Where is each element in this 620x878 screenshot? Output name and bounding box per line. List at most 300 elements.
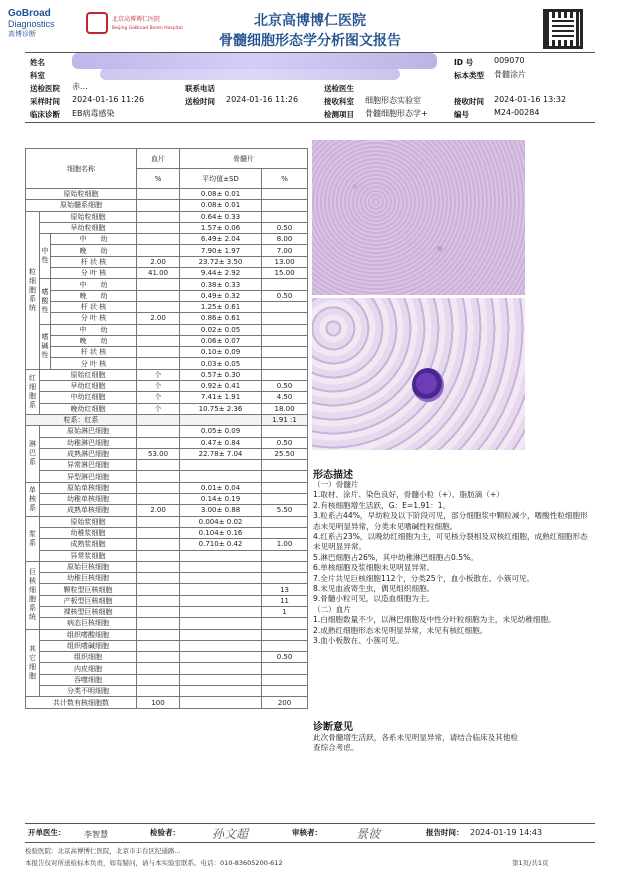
marrow-mean-sd: 0.64± 0.33 — [180, 211, 262, 222]
marrow-mean-sd: 0.01± 0.04 — [180, 482, 262, 493]
blood-pct — [137, 652, 180, 663]
receive-dept-label: 接收科室 — [324, 97, 354, 106]
cell-name: 组织细胞 — [40, 652, 137, 663]
number-value: M24-00284 — [494, 108, 540, 117]
cell-name: 粒系：红系 — [26, 414, 137, 425]
blood-pct — [137, 686, 180, 697]
sender-label: 送检医生 — [324, 84, 354, 93]
footer-top-rule — [25, 823, 595, 824]
name-label: 姓名 — [30, 58, 45, 67]
cell-name: 裸核型巨核细胞 — [40, 606, 137, 617]
morphology-line: 4.红系占23%，以晚幼红细胞为主，可见核分裂相及双核红细胞，成熟红细胞形态未见明显异常。 — [313, 532, 588, 552]
marrow-mean-sd — [180, 584, 262, 595]
cell-name: 晚 幼 — [51, 335, 137, 346]
table-row — [26, 313, 308, 324]
marrow-pct: 11 — [262, 595, 308, 606]
cell-name: 成熟单核细胞 — [40, 505, 137, 516]
morphology-line: 3.血小板散在、小簇可见。 — [313, 636, 404, 646]
marrow-mean-sd: 0.14± 0.19 — [180, 494, 262, 505]
marrow-pct — [262, 460, 308, 471]
marrow-pct — [262, 663, 308, 674]
cell-name: 内皮细胞 — [40, 663, 137, 674]
cell-name: 原始巨核细胞 — [40, 561, 137, 572]
group-label: 其它细胞 — [26, 629, 40, 697]
hospital-address: 检验医院：北京高博博仁医院，北京市丰台区纪通路... — [25, 847, 181, 855]
table-row — [26, 403, 308, 414]
head-pct2: % — [262, 169, 308, 189]
cell-name: 原始粒细胞 — [40, 211, 137, 222]
morphology-line: 2.有核细胞增生活跃，G：E=1.91：1。 — [313, 500, 451, 510]
marrow-mean-sd — [180, 674, 262, 685]
collect-time-label: 采样时间 — [30, 97, 60, 106]
marrow-pct: 8.00 — [262, 234, 308, 245]
blood-pct: 53.00 — [137, 448, 180, 459]
cell-name: 分 叶 核 — [51, 358, 137, 369]
redaction-bar — [72, 53, 437, 69]
doctor-name: 李智慧 — [84, 830, 108, 839]
blood-pct: 个 — [137, 381, 180, 392]
table-row — [26, 200, 308, 211]
marrow-mean-sd: 0.57± 0.30 — [180, 369, 262, 380]
blood-pct — [137, 618, 180, 629]
cell-count-table — [25, 148, 308, 709]
marrow-mean-sd — [180, 595, 262, 606]
cell-name: 病态巨核细胞 — [40, 618, 137, 629]
marrow-pct — [262, 561, 308, 572]
marrow-mean-sd — [180, 618, 262, 629]
marrow-mean-sd: 6.49± 2.04 — [180, 234, 262, 245]
blood-pct — [137, 482, 180, 493]
cell-name: 异型淋巴细胞 — [40, 471, 137, 482]
table-row — [26, 335, 308, 346]
marrow-pct — [262, 640, 308, 651]
marrow-pct — [262, 313, 308, 324]
cell-name: 颗粒型巨核细胞 — [40, 584, 137, 595]
cell-name: 幼稚单核细胞 — [40, 494, 137, 505]
table-row — [26, 222, 308, 233]
marrow-pct — [262, 686, 308, 697]
lymphocyte-cell-image — [412, 368, 444, 402]
logo-line3: 高博诊断 — [8, 30, 36, 38]
head-mean-sd: 平均值±SD — [180, 169, 262, 189]
blood-pct — [137, 437, 180, 448]
doctor-label: 开单医生： — [28, 828, 66, 837]
morphology-line: 9.骨髓小粒可见，以造血细胞为主。 — [313, 594, 435, 604]
receive-time: 2024-01-16 13:32 — [494, 95, 567, 104]
marrow-mean-sd: 0.05± 0.09 — [180, 426, 262, 437]
blood-pct — [137, 324, 180, 335]
marrow-pct: 15.00 — [262, 268, 308, 279]
collect-time: 2024-01-16 11:26 — [72, 95, 145, 104]
marrow-mean-sd: 0.06± 0.07 — [180, 335, 262, 346]
table-row — [26, 234, 308, 245]
cell-name: 分类不明细胞 — [40, 686, 137, 697]
cell-name: 杆 状 核 — [51, 256, 137, 267]
morphology-line: 1.取材、涂片、染色良好，骨髓小粒（+）、脂肪滴（+） — [313, 490, 504, 500]
table-row — [26, 618, 308, 629]
marrow-pct: 4.50 — [262, 392, 308, 403]
cell-name: 异常浆细胞 — [40, 550, 137, 561]
diagnosis-title: 诊断意见 — [313, 722, 353, 733]
table-row — [26, 460, 308, 471]
test-item: 骨髓细胞形态学+ — [365, 109, 428, 118]
blood-pct: 2.00 — [137, 505, 180, 516]
marrow-mean-sd: 22.78± 7.04 — [180, 448, 262, 459]
blood-pct — [137, 189, 180, 200]
cell-name: 杆 状 核 — [51, 301, 137, 312]
cell-name: 中 幼 — [51, 324, 137, 335]
marrow-mean-sd — [180, 686, 262, 697]
total-blood: 100 — [137, 697, 180, 708]
marrow-mean-sd: 3.00± 0.88 — [180, 505, 262, 516]
marrow-mean-sd: 7.41± 1.91 — [180, 392, 262, 403]
blood-pct — [137, 595, 180, 606]
marrow-pct — [262, 426, 308, 437]
dept-label: 科室 — [30, 71, 45, 80]
cell-name: 组织嗜酸细胞 — [40, 629, 137, 640]
cell-name: 吞噬细胞 — [40, 674, 137, 685]
cell-name: 早幼粒细胞 — [40, 222, 137, 233]
table-row — [26, 279, 308, 290]
table-row — [26, 369, 308, 380]
marrow-mean-sd: 0.10± 0.09 — [180, 347, 262, 358]
blood-pct: 41.00 — [137, 268, 180, 279]
blood-pct — [137, 674, 180, 685]
blood-pct — [137, 460, 180, 471]
cell-name: 幼稚浆细胞 — [40, 527, 137, 538]
marrow-mean-sd — [180, 471, 262, 482]
cell-name: 幼稚淋巴细胞 — [40, 437, 137, 448]
head-blood: 血片 — [137, 149, 180, 169]
blood-pct — [137, 290, 180, 301]
disclaimer-note: 本报告仅对所送检标本负责，如有疑问，请与本实验室联系。电话：010-83605200-612 — [25, 859, 283, 867]
table-row — [26, 516, 308, 527]
examiner-label: 检验者： — [150, 828, 180, 837]
footer-mid-rule — [25, 842, 595, 843]
table-row — [26, 358, 308, 369]
blood-pct — [137, 573, 180, 584]
marrow-pct — [262, 674, 308, 685]
diagnosis-label: 临床诊断 — [30, 110, 60, 119]
redaction-bar — [100, 68, 400, 80]
marrow-mean-sd — [180, 550, 262, 561]
table-row — [26, 652, 308, 663]
marrow-pct: 7.00 — [262, 245, 308, 256]
marrow-mean-sd: 0.03± 0.05 — [180, 358, 262, 369]
table-row — [26, 268, 308, 279]
marrow-mean-sd — [180, 606, 262, 617]
table-row — [26, 347, 308, 358]
marrow-pct — [262, 550, 308, 561]
cell-name: 晚幼红细胞 — [40, 403, 137, 414]
subgroup-label: 嗜碱性 — [40, 324, 51, 369]
blood-pct: 个 — [137, 392, 180, 403]
report-time-label: 报告时间： — [426, 828, 464, 837]
total-empty — [180, 697, 262, 708]
morphology-text — [313, 480, 593, 647]
total-marrow: 200 — [262, 697, 308, 708]
send-hospital-label: 送检医院 — [30, 84, 60, 93]
marrow-pct: 13 — [262, 584, 308, 595]
marrow-pct — [262, 211, 308, 222]
qr-code-icon — [543, 9, 583, 49]
marrow-pct — [262, 324, 308, 335]
marrow-pct: 0.50 — [262, 222, 308, 233]
marrow-pct: 1 — [262, 606, 308, 617]
marrow-pct — [262, 369, 308, 380]
morphology-line: 8.未见血液寄生虫，偶见组织细胞。 — [313, 584, 435, 594]
id-value: 009070 — [494, 56, 525, 65]
marrow-mean-sd: 10.75± 2.36 — [180, 403, 262, 414]
marrow-mean-sd: 0.710± 0.42 — [180, 539, 262, 550]
table-row — [26, 381, 308, 392]
marrow-mean-sd: 1.57± 0.06 — [180, 222, 262, 233]
cell-name: 中 幼 — [51, 279, 137, 290]
blood-pct — [137, 200, 180, 211]
marrow-pct — [262, 200, 308, 211]
logo-line2: Diagnostics — [8, 19, 55, 29]
table-row — [26, 324, 308, 335]
blood-pct: 2.00 — [137, 256, 180, 267]
cell-name: 中 幼 — [51, 234, 137, 245]
cell-name: 原始浆细胞 — [40, 516, 137, 527]
blood-pct — [137, 471, 180, 482]
partner-name: 北京高博博仁医院 — [112, 16, 161, 23]
marrow-mean-sd: 0.49± 0.32 — [180, 290, 262, 301]
marrow-pct: 1.00 — [262, 539, 308, 550]
morphology-title: 形态描述 — [313, 470, 353, 481]
marrow-pct — [262, 494, 308, 505]
group-label: 浆系 — [26, 516, 40, 561]
cell-name: 早幼红细胞 — [40, 381, 137, 392]
marrow-pct — [262, 573, 308, 584]
table-row — [26, 426, 308, 437]
cell-name: 原始粒细胞 — [26, 189, 137, 200]
head-cell-name: 细胞名称 — [26, 149, 137, 189]
morphology-line: 3.粒系占44%，早幼粒及以下阶段可见，部分细胞浆中颗粒减少，嗜酸性粒细胞形态未见明显异常，分类未见嗜碱性粒细胞。 — [313, 511, 588, 531]
marrow-pct — [262, 189, 308, 200]
table-row — [26, 301, 308, 312]
morphology-line: （二）血片 — [313, 604, 351, 614]
marrow-pct — [262, 335, 308, 346]
marrow-pct — [262, 527, 308, 538]
table-row — [26, 471, 308, 482]
cell-name: 晚 幼 — [51, 290, 137, 301]
group-label: 巨核细胞系统 — [26, 561, 40, 629]
group-label: 红细胞系 — [26, 369, 40, 414]
send-time-label: 送检时间 — [185, 97, 215, 106]
marrow-pct — [262, 358, 308, 369]
marrow-mean-sd — [180, 629, 262, 640]
marrow-pct — [262, 516, 308, 527]
number-label: 编号 — [454, 110, 469, 119]
reviewer-signature: 景彼 — [356, 827, 381, 841]
table-row — [26, 482, 308, 493]
marrow-pct: 0.50 — [262, 290, 308, 301]
subgroup-label: 中性 — [40, 234, 51, 279]
receive-time-label: 接收时间 — [454, 97, 484, 106]
cell-name: 原始单核细胞 — [40, 482, 137, 493]
report-title: 骨髓细胞形态学分析图文报告 — [219, 33, 401, 49]
marrow-pct — [262, 347, 308, 358]
table-row — [26, 686, 308, 697]
blood-pct — [137, 527, 180, 538]
morphology-line: 2.成熟红细胞形态未见明显异常，未见有核红细胞。 — [313, 625, 488, 635]
marrow-pct: 5.50 — [262, 505, 308, 516]
blood-pct — [137, 663, 180, 674]
table-row — [26, 573, 308, 584]
table-row — [26, 505, 308, 516]
cell-name: 组织嗜碱细胞 — [40, 640, 137, 651]
cell-name: 幼稚巨核细胞 — [40, 573, 137, 584]
marrow-mean-sd — [180, 414, 262, 425]
page-number: 第1页/共1页 — [512, 859, 549, 867]
marrow-pct — [262, 279, 308, 290]
cell-name: 产板型巨核细胞 — [40, 595, 137, 606]
dept-value: 赤... — [72, 82, 88, 91]
marrow-mean-sd: 0.004± 0.02 — [180, 516, 262, 527]
head-pct: % — [137, 169, 180, 189]
cell-name: 原始髓系细胞 — [26, 200, 137, 211]
marrow-mean-sd: 0.86± 0.61 — [180, 313, 262, 324]
marrow-smear-lowpower-image — [312, 140, 525, 295]
marrow-mean-sd: 7.90± 1.97 — [180, 245, 262, 256]
blood-pct — [137, 640, 180, 651]
cell-name: 原始红细胞 — [40, 369, 137, 380]
specimen-label: 标本类型 — [454, 71, 484, 80]
table-row — [26, 494, 308, 505]
group-label: 粒细胞系统 — [26, 211, 40, 369]
marrow-pct: 18.00 — [262, 403, 308, 414]
blood-pct — [137, 211, 180, 222]
specimen-value: 骨髓涂片 — [494, 70, 526, 79]
marrow-mean-sd: 0.02± 0.05 — [180, 324, 262, 335]
marrow-pct — [262, 482, 308, 493]
morphology-line: 7.全片共见巨核细胞112个，分类25个，血小板散在、小簇可见。 — [313, 573, 535, 583]
table-row — [26, 527, 308, 538]
id-label: ID 号 — [454, 58, 474, 67]
blood-pct: 个 — [137, 403, 180, 414]
send-unit-label: 联系电话 — [185, 84, 215, 93]
marrow-mean-sd — [180, 460, 262, 471]
marrow-pct — [262, 629, 308, 640]
table-row — [26, 256, 308, 267]
hospital-name: 北京高博博仁医院 — [254, 13, 366, 29]
blood-pct — [137, 301, 180, 312]
test-item-label: 检测项目 — [324, 110, 354, 119]
marrow-pct: 0.50 — [262, 437, 308, 448]
cell-name: 分 叶 核 — [51, 268, 137, 279]
group-label: 单核系 — [26, 482, 40, 516]
marrow-mean-sd — [180, 573, 262, 584]
blood-pct — [137, 414, 180, 425]
table-row — [26, 606, 308, 617]
cell-name: 杆 状 核 — [51, 347, 137, 358]
blood-pct — [137, 234, 180, 245]
blood-pct — [137, 584, 180, 595]
marrow-mean-sd: 9.44± 2.92 — [180, 268, 262, 279]
table-row — [26, 392, 308, 403]
marrow-mean-sd: 0.08± 0.01 — [180, 189, 262, 200]
blood-pct: 2.00 — [137, 313, 180, 324]
table-row — [26, 189, 308, 200]
marrow-mean-sd: 0.104± 0.16 — [180, 527, 262, 538]
marrow-pct: 25.50 — [262, 448, 308, 459]
report-time: 2024-01-19 14:43 — [470, 828, 543, 837]
cell-name: 分 叶 核 — [51, 313, 137, 324]
table-row — [26, 674, 308, 685]
table-total-row — [26, 697, 308, 708]
table-row — [26, 550, 308, 561]
blood-pct — [137, 550, 180, 561]
clinical-diagnosis: EB病毒感染 — [72, 109, 115, 118]
head-marrow: 骨髓片 — [180, 149, 308, 169]
cell-name: 中幼红细胞 — [40, 392, 137, 403]
table-row — [26, 448, 308, 459]
blood-pct: 个 — [137, 369, 180, 380]
total-label: 共计数有核细胞数 — [26, 697, 137, 708]
blood-pct — [137, 347, 180, 358]
blood-pct — [137, 358, 180, 369]
diagnosis-text: 此次骨髓增生活跃，各系未见明显异常，请结合临床及其他检查综合考虑。 — [313, 733, 519, 753]
morphology-line: 5.淋巴细胞占26%，其中幼稚淋巴细胞占0.5%。 — [313, 552, 478, 562]
marrow-mean-sd: 0.92± 0.41 — [180, 381, 262, 392]
cell-name: 原始淋巴细胞 — [40, 426, 137, 437]
blood-pct — [137, 539, 180, 550]
table-row — [26, 561, 308, 572]
partner-name-en: Beijing GoBroad Boren Hospital — [112, 26, 183, 31]
blood-pct — [137, 494, 180, 505]
marrow-mean-sd — [180, 663, 262, 674]
reviewer-label: 审核者： — [292, 828, 322, 837]
morphology-line: 6.单核细胞及浆细胞未见明显异常。 — [313, 563, 435, 573]
logo-line1: GoBroad — [8, 8, 51, 19]
blood-pct — [137, 606, 180, 617]
table-row — [26, 663, 308, 674]
marrow-mean-sd: 23.72± 3.50 — [180, 256, 262, 267]
blood-pct — [137, 426, 180, 437]
table-row — [26, 584, 308, 595]
marrow-mean-sd — [180, 640, 262, 651]
blood-pct — [137, 279, 180, 290]
marrow-pct: 0.50 — [262, 381, 308, 392]
marrow-pct — [262, 618, 308, 629]
receive-dept: 细胞形态实验室 — [365, 96, 421, 105]
marrow-mean-sd — [180, 652, 262, 663]
table-row — [26, 539, 308, 550]
blood-pct — [137, 335, 180, 346]
morphology-line: 1.白细胞数量不少，以淋巴细胞及中性分叶粒细胞为主，未见幼稚细胞。 — [313, 615, 556, 625]
examiner-signature: 孙文超 — [212, 827, 249, 841]
subgroup-label: 嗜酸性 — [40, 279, 51, 324]
marrow-pct — [262, 471, 308, 482]
cell-name: 晚 幼 — [51, 245, 137, 256]
cell-name: 成熟淋巴细胞 — [40, 448, 137, 459]
marrow-pct: 1.91 :1 — [262, 414, 308, 425]
table-row — [26, 211, 308, 222]
morphology-line: （一）骨髓片 — [313, 480, 359, 489]
marrow-pct: 13.00 — [262, 256, 308, 267]
table-row — [26, 595, 308, 606]
table-row — [26, 290, 308, 301]
marrow-pct — [262, 301, 308, 312]
table-row — [26, 629, 308, 640]
table-row — [26, 414, 308, 425]
cell-name: 异常淋巴细胞 — [40, 460, 137, 471]
table-row — [26, 245, 308, 256]
table-row — [26, 640, 308, 651]
blood-pct — [137, 629, 180, 640]
